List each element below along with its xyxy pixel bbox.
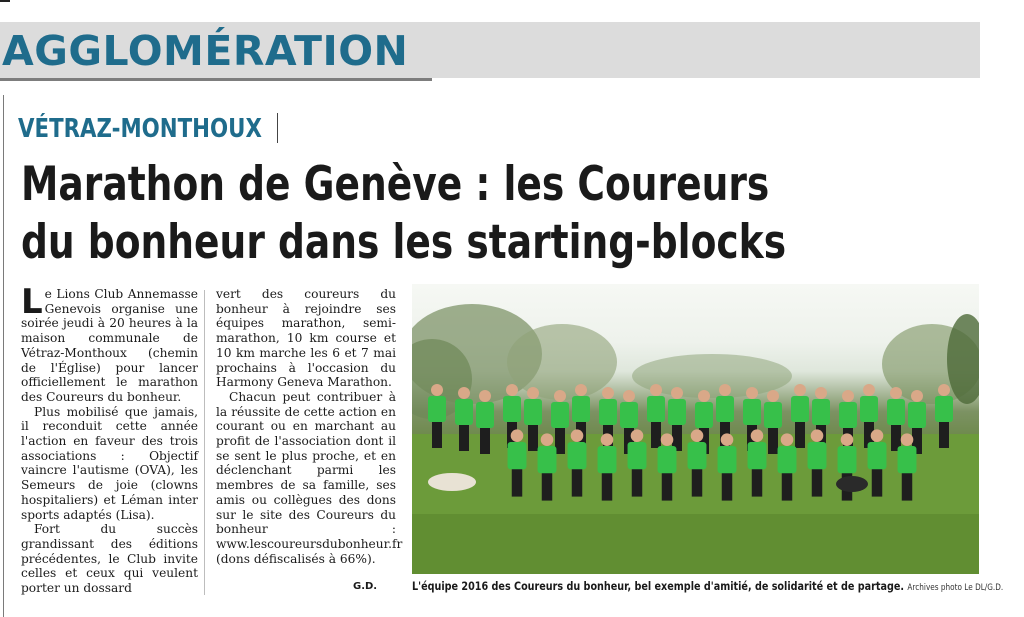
photo-caption (353, 580, 1004, 596)
paragraph-3: Fort du succès grandissant des éditions précédentes, le Club invite celles et ceux qui veulent porter un dossard (21, 522, 198, 596)
section-underline (0, 78, 432, 81)
team-photo (412, 284, 979, 574)
article-column-1 (21, 282, 198, 596)
photo-credit-initials: G.D. (353, 581, 378, 592)
section-title: AGGLOMÉRATION (2, 27, 409, 75)
dog-right (836, 476, 868, 492)
headline-line-2: du bonheur dans les starting-blocks (21, 215, 787, 270)
paragraph-2: Plus mobilisé que jamais, il reconduit cette année l'action en faveur des trois associations : Objectif vaincre l'autisme (OVA), les Semeurs de joie (clowns hospitaliers) et Léman inter sports adaptés (Lisa). (21, 404, 198, 522)
paragraph-4: vert des coureurs du bonheur à rejoindre ses équipes marathon, semi-marathon, 10 km course et 10 km marche les 6 et 7 mai prochains à l'occasion du Harmony Geneva Marathon. (216, 287, 396, 390)
headline-line-1: Marathon de Genève : les Coureurs (21, 157, 770, 212)
drop-cap: L (21, 282, 43, 322)
article-kicker: VÉTRAZ-MONTHOUX (18, 114, 262, 144)
page-left-rule (3, 95, 4, 617)
dog-left (428, 473, 476, 491)
paragraph-5: Chacun peut contribuer à la réussite de cette action en courant ou en marchant au profit de l'association dont il se sent le plus proche, et en déclenchant parmi les membres de sa famille, ses amis ou collègues des dons sur le site des Coureurs du bonheur : www.lescoureursdubonheur.fr (dons défiscalisés à 66%). (216, 389, 403, 566)
article-column-2 (216, 287, 403, 566)
paragraph-1 (21, 282, 198, 405)
corner-crop-mark (0, 0, 10, 2)
photo-caption-text (412, 580, 1003, 595)
kicker-separator (277, 113, 278, 143)
caption-body: L'équipe 2016 des Coureurs du bonheur, bel exemple d'amitié, de solidarité et de partage. (412, 580, 905, 593)
paragraph-1-text: e Lions Club Annemasse Genevois organise une soirée jeudi à 20 heures à la maison communale de Vétraz-Monthoux (chemin de l'Église) pour lancer officiellement le marathon des Coureurs du bonheur. (21, 287, 198, 404)
article-headline (21, 156, 837, 272)
photo-source: Archives photo Le DL/G.D. (907, 583, 1004, 593)
team-photo-illustration (412, 284, 979, 574)
column-divider (204, 290, 205, 595)
